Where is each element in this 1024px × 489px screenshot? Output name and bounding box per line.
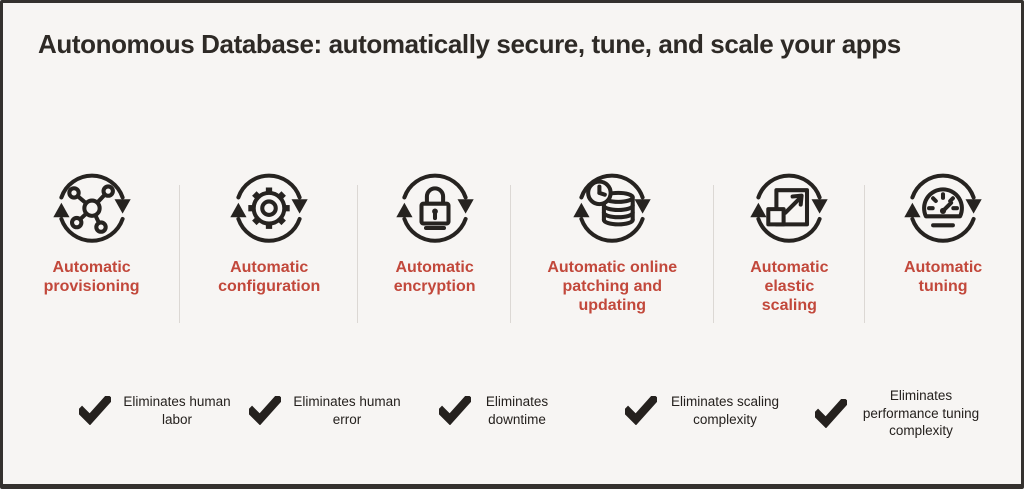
benefit-eliminates-human-labor [79, 393, 236, 428]
feature-label: Automatic provisioning [43, 259, 140, 295]
benefit-label: Eliminates performance tuning complexity [862, 388, 980, 439]
feature-label: Automatic online patching and updating [547, 259, 678, 314]
benefit-label: Eliminates scaling complexity [670, 394, 780, 427]
page-title: Autonomous Database: automatically secure, tune, and scale your apps [38, 29, 901, 59]
benefit-label: Eliminates human labor [123, 394, 231, 427]
feature-automatic-elastic-scaling [714, 165, 866, 316]
sync-gauge-icon [898, 165, 988, 255]
benefit-eliminates-downtime [439, 393, 556, 428]
benefit-eliminates-scaling-complexity [625, 393, 786, 428]
benefit-eliminates-performance-tuning-complexity [815, 387, 988, 440]
feature-automatic-provisioning [3, 165, 180, 297]
feature-label: Automatic elastic scaling [750, 259, 829, 314]
feature-automatic-online-patching [511, 165, 714, 316]
benefit-label: Eliminates downtime [485, 394, 549, 427]
sync-lock-icon [390, 165, 480, 255]
benefit-eliminates-human-error [249, 393, 406, 428]
checkmark-icon [249, 396, 281, 425]
checkmark-icon [79, 396, 111, 425]
feature-label: Automatic encryption [393, 259, 476, 295]
checkmark-icon [625, 396, 657, 425]
feature-automatic-configuration [180, 165, 358, 297]
sync-gear-icon [224, 165, 314, 255]
benefits-row [3, 388, 1021, 457]
checkmark-icon [815, 399, 847, 428]
feature-label: Automatic configuration [218, 259, 321, 295]
sync-expand-icon [744, 165, 834, 255]
features-row [3, 165, 1021, 316]
sync-database-clock-icon [567, 165, 657, 255]
feature-automatic-tuning [865, 165, 1021, 297]
benefit-label: Eliminates human error [293, 394, 401, 427]
feature-automatic-encryption [358, 165, 511, 297]
sync-molecule-icon [47, 165, 137, 255]
feature-label: Automatic tuning [903, 259, 983, 295]
checkmark-icon [439, 396, 471, 425]
